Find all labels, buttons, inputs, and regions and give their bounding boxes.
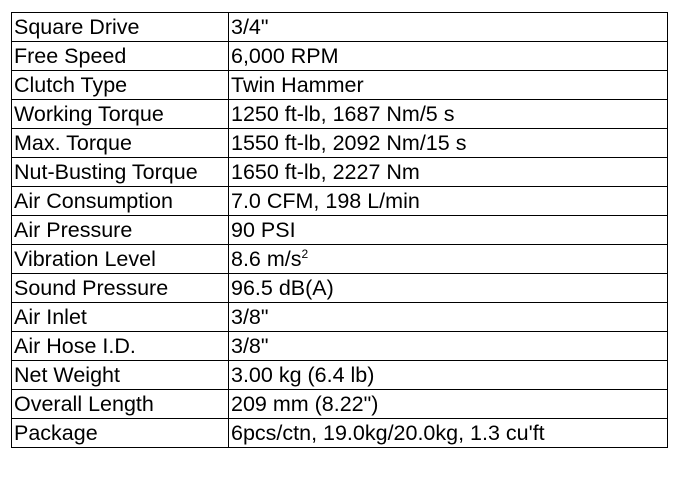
spec-label: Max. Torque — [12, 129, 229, 158]
table-row — [12, 332, 668, 361]
table-row — [12, 216, 668, 245]
table-row — [12, 129, 668, 158]
spec-value: 3/4" — [229, 13, 668, 42]
table-row — [12, 274, 668, 303]
table-row — [12, 42, 668, 71]
table-row — [12, 419, 668, 448]
spec-label: Overall Length — [12, 390, 229, 419]
table-row — [12, 100, 668, 129]
table-row — [12, 303, 668, 332]
table-row — [12, 361, 668, 390]
table-row — [12, 71, 668, 100]
spec-value: 6pcs/ctn, 19.0kg/20.0kg, 1.3 cu'ft — [229, 419, 668, 448]
spec-value: 96.5 dB(A) — [229, 274, 668, 303]
spec-value: 90 PSI — [229, 216, 668, 245]
spec-label: Vibration Level — [12, 245, 229, 274]
spec-value — [229, 245, 668, 274]
table-row — [12, 158, 668, 187]
spec-value: 209 mm (8.22") — [229, 390, 668, 419]
spec-label: Air Hose I.D. — [12, 332, 229, 361]
spec-label: Net Weight — [12, 361, 229, 390]
spec-table — [11, 12, 668, 448]
table-row — [12, 187, 668, 216]
spec-label: Package — [12, 419, 229, 448]
spec-value: Twin Hammer — [229, 71, 668, 100]
spec-value: 1550 ft-lb, 2092 Nm/15 s — [229, 129, 668, 158]
spec-value: 3.00 kg (6.4 lb) — [229, 361, 668, 390]
spec-label: Nut-Busting Torque — [12, 158, 229, 187]
spec-label: Air Consumption — [12, 187, 229, 216]
spec-label: Clutch Type — [12, 71, 229, 100]
spec-label: Free Speed — [12, 42, 229, 71]
spec-label: Air Pressure — [12, 216, 229, 245]
table-row — [12, 390, 668, 419]
table-row — [12, 245, 668, 274]
spec-label: Air Inlet — [12, 303, 229, 332]
spec-value: 6,000 RPM — [229, 42, 668, 71]
spec-value: 1650 ft-lb, 2227 Nm — [229, 158, 668, 187]
table-row — [12, 13, 668, 42]
spec-value-text: 8.6 m/s — [231, 247, 302, 271]
spec-label: Square Drive — [12, 13, 229, 42]
spec-value: 3/8" — [229, 332, 668, 361]
spec-value: 1250 ft-lb, 1687 Nm/5 s — [229, 100, 668, 129]
spec-label: Sound Pressure — [12, 274, 229, 303]
spec-label: Working Torque — [12, 100, 229, 129]
superscript-exponent: 2 — [301, 246, 309, 261]
spec-value: 3/8" — [229, 303, 668, 332]
spec-value: 7.0 CFM, 198 L/min — [229, 187, 668, 216]
